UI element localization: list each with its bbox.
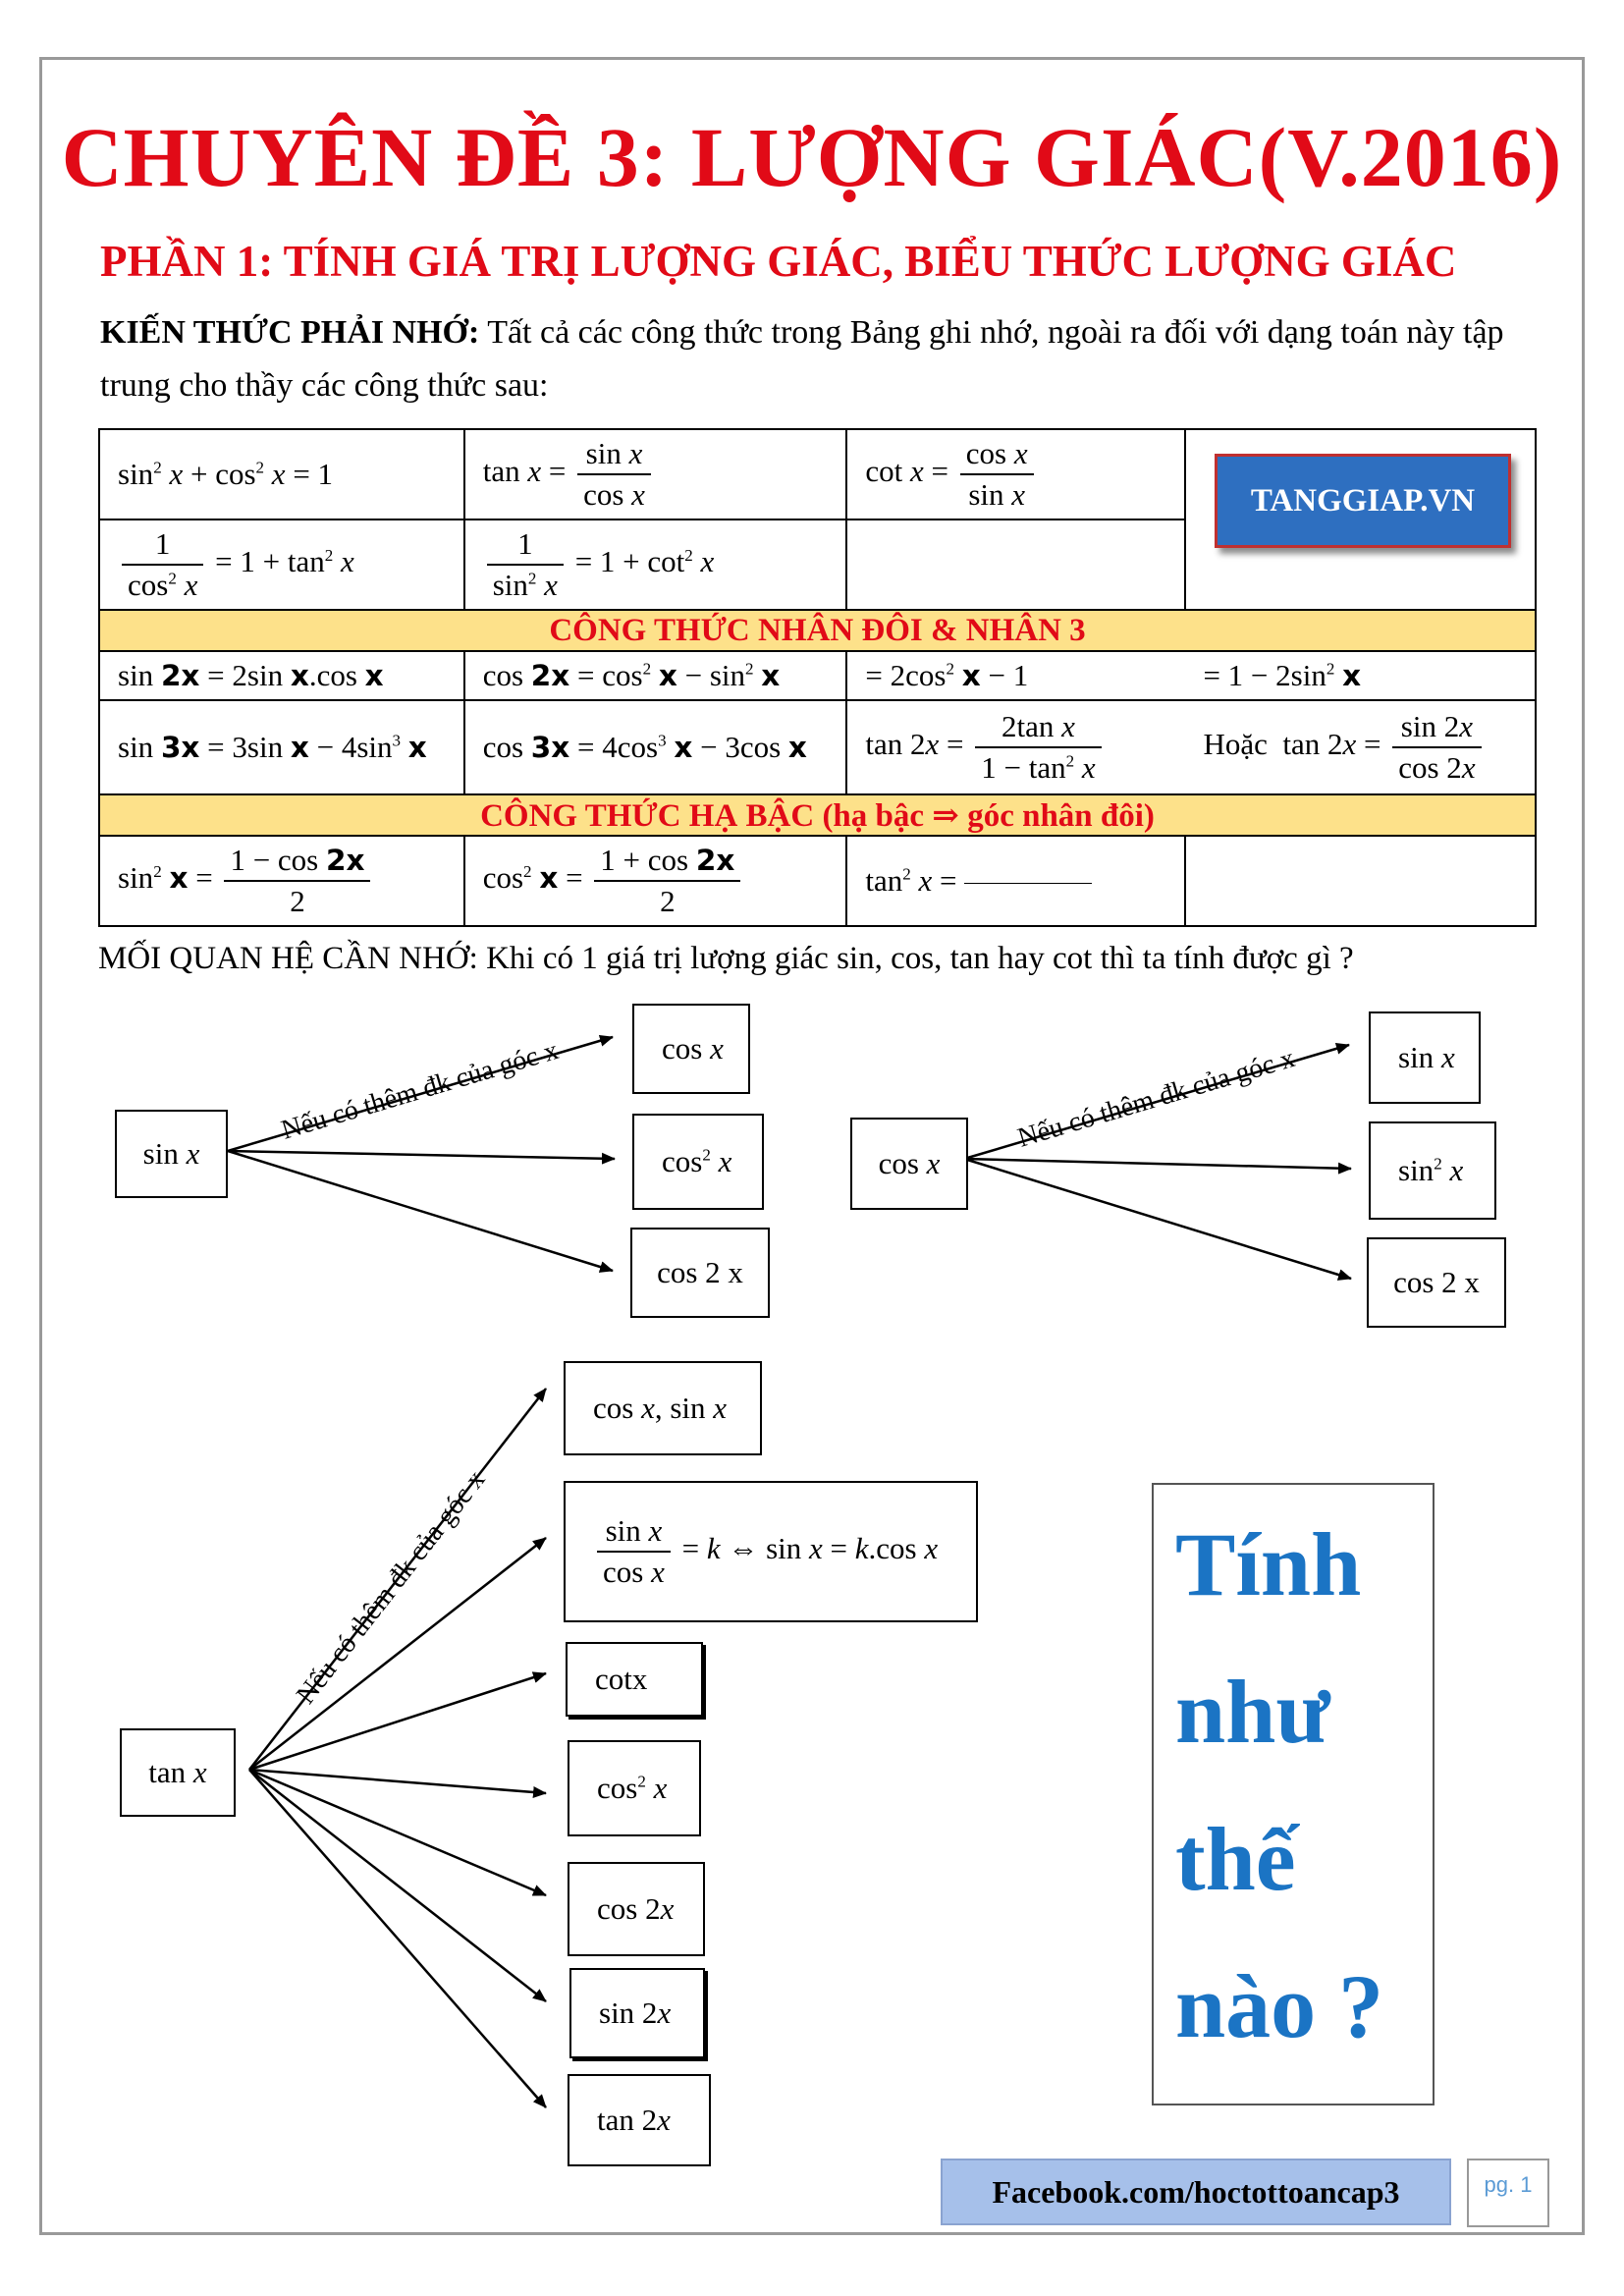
arrow-cos-cos2x <box>964 1159 1351 1279</box>
formula-cell: $\sin^2 x$ = $\frac{1 - \cos 2x}{2}$ <box>99 836 464 926</box>
target-sin-squared-x: $\sin^2 x$ <box>1369 1121 1496 1220</box>
arrow-tan-sin2x <box>249 1770 546 2001</box>
target-cos-2x: cos 2 x <box>630 1228 770 1318</box>
target-tan-2x: tan 2x <box>568 2074 711 2166</box>
formula-cell: cot x = $\frac{\text{cos x}}{\text{sin x}}$ <box>846 429 1185 519</box>
formula-cell: = $1 - 2\sin^2$ x <box>1185 651 1536 700</box>
target-ratio-k: $\frac{\text{sin x}}{\text{cos x}}$ = k ⇔ sin x = k.cos x <box>564 1481 978 1622</box>
formula-cell: tan 2x = $\frac{\text{2tan x}}{1 - \tan^2 x}$ <box>846 700 1185 794</box>
formula-cell: $\tan^2 x$ = <box>846 836 1185 926</box>
formula-cell: $\cos 2x = \cos^2 x - \sin^2 x$ <box>464 651 847 700</box>
target-cos-squared-x: $\cos^2 x$ <box>568 1740 701 1836</box>
question-line: Tính <box>1175 1514 1362 1614</box>
arrow-tan-tan2x <box>249 1770 546 2107</box>
question-line: như <box>1175 1662 1330 1762</box>
arrow-sin-cos2 <box>228 1151 615 1159</box>
branch-label-sin: Nếu có thêm đk của góc x <box>278 1034 563 1146</box>
part-title: PHẦN 1: TÍNH GIÁ TRỊ LƯỢNG GIÁC, BIỂU THỨC LƯỢNG GIÁC <box>100 237 1457 286</box>
arrow-cos-sin2 <box>964 1159 1351 1169</box>
formula-cell: = $2\cos^2$ x − 1 <box>846 651 1185 700</box>
target-cos-2x: cos 2 x <box>1367 1237 1506 1328</box>
formula-cell: $\cos^2 x$ = $\frac{1 + \cos 2x}{2}$ <box>464 836 847 926</box>
target-sin-2x: sin 2x <box>569 1968 705 2058</box>
relations-heading: MỐI QUAN HỆ CẦN NHỚ: Khi có 1 giá trị lượng giác sin, cos, tan hay cot thì ta tính được gì ? <box>98 941 1354 976</box>
hoac-label: Hoặc <box>1203 727 1268 762</box>
formula-cell: $\sin^2 x + \cos^2 x = 1$ <box>99 429 464 519</box>
formula-cell: tan x = $\frac{\text{sin x}}{\text{cos x}}$ <box>464 429 847 519</box>
formula-cell: Hoặc tan 2x = $\frac{\sin 2x}{\cos 2x}$ <box>1185 700 1536 794</box>
arrow-sin-cos2x <box>228 1151 613 1271</box>
intro-text: Tất cả các công thức trong Bảng ghi nhớ, ngoài ra đối với dạng toán này tập trung cho thầy các công thức sau: <box>100 314 1504 404</box>
target-cotx: cotx <box>566 1642 703 1717</box>
formula-cell: $\cos 3x = 4\cos^3$ x − 3cos x <box>464 700 847 794</box>
page-title: CHUYÊN ĐỀ 3: LƯỢNG GIÁC(V.2016) <box>61 110 1563 204</box>
formula-cell: $\frac{1}{\sin^2 x}$ = $1 + \cot^2 x$ <box>464 519 847 610</box>
page-number: pg. 1 <box>1467 2159 1549 2227</box>
source-tan-x: tan x <box>120 1728 236 1817</box>
formula-cell: sin 2x = 2sin x.cos x <box>99 651 464 700</box>
target-sin-x: sin x <box>1369 1011 1481 1104</box>
branch-label-cos: Nếu có thêm đk của góc x <box>1014 1042 1299 1154</box>
target-cos-squared-x: $\cos^2 x$ <box>632 1114 764 1210</box>
facebook-link[interactable]: Facebook.com/hoctottoancap3 <box>941 2159 1451 2225</box>
target-cos-x: cos x <box>632 1004 750 1094</box>
intro-bold: KIẾN THỨC PHẢI NHỚ: <box>100 314 480 351</box>
section-power-reduction: CÔNG THỨC HẠ BẬC (hạ bậc ⇒ góc nhân đôi) <box>99 794 1536 836</box>
tanggiap-logo: TANGGIAP.VN <box>1215 454 1511 548</box>
source-sin-x: sin x <box>115 1110 228 1198</box>
question-box <box>1152 1483 1435 2105</box>
formula-cell: sin 3x = 3sin $x - 4\sin^3$ x <box>99 700 464 794</box>
section-double-triple: CÔNG THỨC NHÂN ĐÔI & NHÂN 3 <box>99 610 1536 651</box>
question-line: nào ? <box>1175 1956 1384 2056</box>
formula-cell: $\frac{1}{\cos^2 x}$ = $1 + \tan^2 x$ <box>99 519 464 610</box>
target-cos-sin: cos x, sin x <box>564 1361 762 1455</box>
source-cos-x: cos x <box>850 1118 968 1210</box>
target-cos-2x: cos 2x <box>568 1862 705 1956</box>
branch-label-tan: Nếu có thêm đk của góc x <box>291 1464 492 1711</box>
question-line: thế <box>1175 1809 1296 1909</box>
